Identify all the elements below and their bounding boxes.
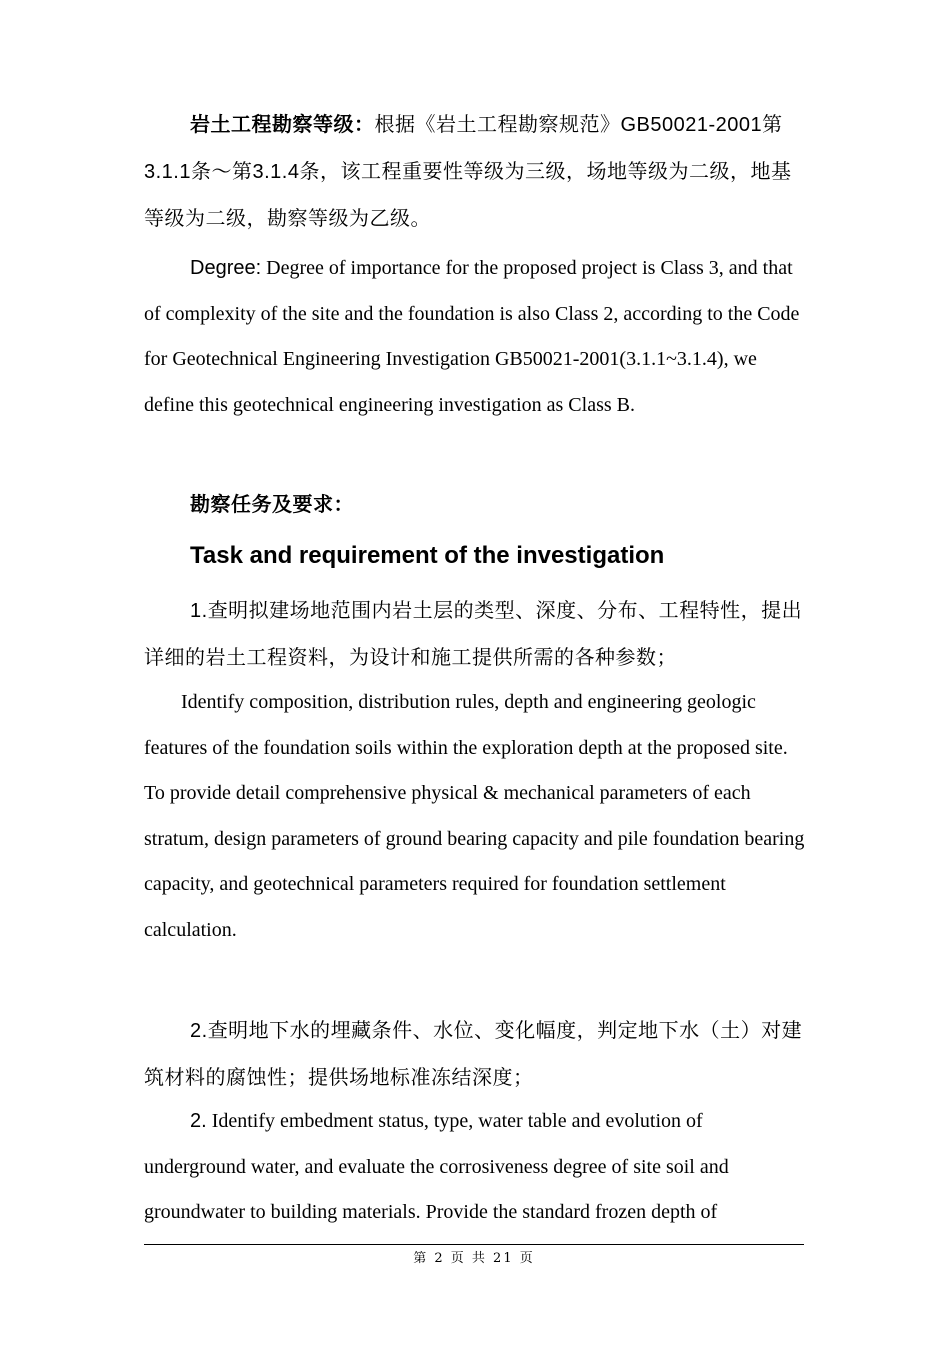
grade-en-text: Degree of importance for the proposed project is Class 3, and that of complexity of the site and the foundation is also Class 2, according to the Code for Geotechnical Engineering Investigation GB50021-2001(3.1.1~3.1.4), we define this geotechnical engineering investigation as Class B. — [144, 257, 800, 416]
footer-divider — [144, 1244, 804, 1245]
grade-line2-c: 条，该工程重要性等级为三级，场地等级为二级，地基等级为二级，勘察等级为乙级。 — [144, 159, 792, 230]
page-number-footer: 第 2 页 共 21 页 — [413, 1251, 535, 1266]
grade-clause-start: 3.1.1 — [144, 161, 191, 183]
item2-paragraph-en — [144, 1099, 806, 1236]
grade-cn-text-1: 根据《岩土工程勘察规范》 — [374, 112, 621, 136]
grade-paragraph-cn — [144, 101, 806, 241]
item2-en-number: 2. — [190, 1110, 207, 1132]
item1-cn-text: 查明拟建场地范围内岩土层的类型、深度、分布、工程特性，提出详细的岩土工程资料，为设计和施工提供所需的各种参数； — [144, 598, 803, 669]
item2-paragraph-cn — [144, 1007, 806, 1100]
grade-line2-b: 条～第 — [190, 159, 253, 183]
grade-label: 岩土工程勘察等级： — [190, 112, 375, 136]
grade-paragraph-en — [144, 246, 806, 428]
task-heading-cn: 勘察任务及要求： — [190, 492, 354, 516]
item1-paragraph-en: Identify composition, distribution rules, depth and engineering geologic features of the foundation soils within the exploration depth at the proposed site. To provide detail comprehensive physical & mechanical parameters of each stratum, design parameters of ground bearing capacity and pile foundation bearing capacity, and geotechnical parameters required for foundation settlement calculation. — [144, 691, 805, 941]
task-heading-en: Task and requirement of the investigation — [190, 542, 665, 569]
item1-paragraph-cn — [144, 587, 806, 680]
grade-clause-end: 3.1.4 — [252, 161, 300, 183]
item1-number: 1. — [190, 600, 208, 622]
grade-en-label: Degree: — [190, 257, 262, 279]
grade-line2-a: 第 — [762, 112, 783, 136]
item2-cn-text: 查明地下水的埋藏条件、水位、变化幅度，判定地下水（土）对建筑材料的腐蚀性；提供场地标准冻结深度； — [144, 1018, 803, 1089]
item2-number: 2. — [190, 1020, 208, 1042]
item2-en-text: Identify embedment status, type, water table and evolution of underground water, and evaluate the corrosiveness degree of site soil and groundwater to building materials. Provide the standard frozen depth of — [144, 1110, 729, 1224]
grade-code: GB50021-2001 — [620, 114, 763, 136]
